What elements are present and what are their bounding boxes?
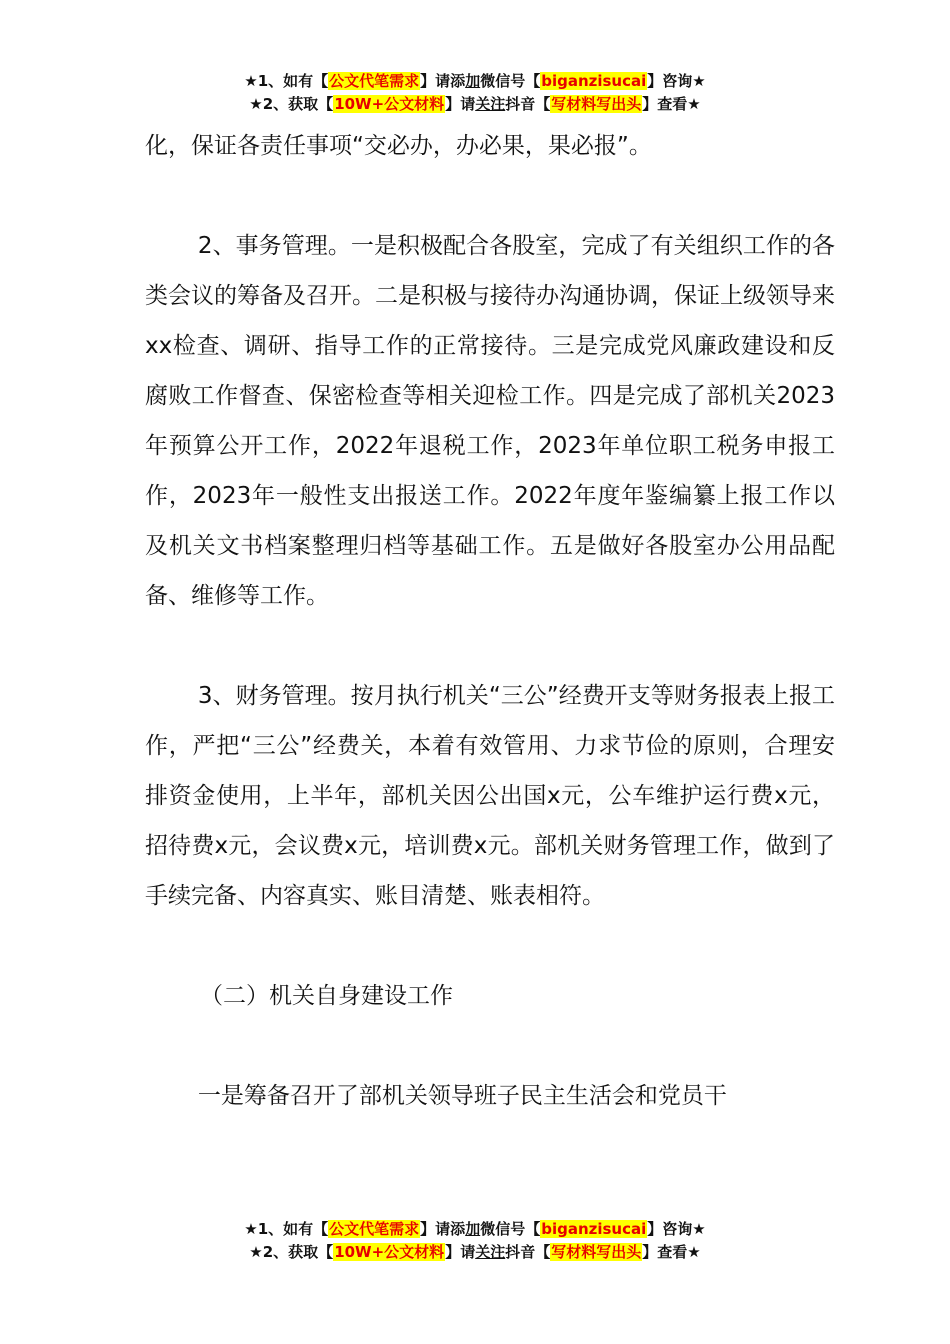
- highlight-materials: 10W+公文材料: [334, 1243, 445, 1261]
- banner-text: 抖音【: [505, 1243, 551, 1261]
- banner-text: 抖音【: [505, 95, 551, 113]
- highlight-douyin-account: 写材料写出头: [551, 95, 642, 113]
- banner-emphasis: 加: [465, 72, 481, 90]
- banner-text: 】请: [445, 1243, 476, 1261]
- banner-line-2: [0, 93, 950, 116]
- highlight-service: 公文代笔需求: [329, 72, 420, 90]
- paragraph-gap: [145, 1021, 835, 1071]
- highlight-douyin-account: 写材料写出头: [551, 1243, 642, 1261]
- self-construction-paragraph: 一是筹备召开了部机关领导班子民主生活会和党员干: [197, 1083, 727, 1109]
- banner-text: 】请添: [420, 1220, 466, 1238]
- banner-emphasis: 关注: [475, 1243, 506, 1261]
- banner-text: 】咨询★: [647, 1220, 706, 1238]
- paragraph-gap: [145, 621, 835, 671]
- banner-text: ★1、如有【: [244, 72, 329, 90]
- banner-text: 】咨询★: [647, 72, 706, 90]
- banner-text: 微信号【: [480, 72, 541, 90]
- banner-text: ★2、获取【: [249, 1243, 334, 1261]
- paragraph-gap: [145, 921, 835, 971]
- section-heading: （二）机关自身建设工作: [200, 983, 453, 1009]
- banner-text: ★1、如有【: [244, 1220, 329, 1238]
- document-body: [145, 121, 835, 1121]
- banner-line-2: [0, 1241, 950, 1264]
- finance-management-paragraph: 3、财务管理。按月执行机关“三公”经费开支等财务报表上报工作，严把“三公”经费关，本着有效管用、力求节俭的原则，合理安排资金使用，上半年，部机关因公出国x元，公车维护运行费x元，招待费x元，会议费x元，培训费x元。部机关财务管理工作，做到了手续完备、内容真实、账目清楚、账表相符。: [145, 683, 835, 909]
- banner-text: 】请: [445, 95, 476, 113]
- banner-emphasis: 关注: [475, 95, 506, 113]
- continuation-paragraph: 化，保证各责任事项“交必办，办必果，果必报”。: [145, 133, 652, 159]
- banner-text: 】查看★: [642, 1243, 701, 1261]
- highlight-service: 公文代笔需求: [329, 1220, 420, 1238]
- banner-text: ★2、获取【: [249, 95, 334, 113]
- header-banner: [0, 70, 950, 116]
- banner-line-1: [0, 1218, 950, 1241]
- banner-text: 微信号【: [480, 1220, 541, 1238]
- highlight-materials: 10W+公文材料: [334, 95, 445, 113]
- highlight-wechat-id: biganzisucai: [541, 1220, 647, 1238]
- banner-text: 】请添: [420, 72, 466, 90]
- banner-line-1: [0, 70, 950, 93]
- footer-banner: [0, 1218, 950, 1264]
- paragraph-gap: [145, 171, 835, 221]
- banner-emphasis: 加: [465, 1220, 481, 1238]
- highlight-wechat-id: biganzisucai: [541, 72, 647, 90]
- affairs-management-paragraph: 2、事务管理。一是积极配合各股室，完成了有关组织工作的各类会议的筹备及召开。二是积极与接待办沟通协调，保证上级领导来xx检查、调研、指导工作的正常接待。三是完成党风廉政建设和反腐败工作督查、保密检查等相关迎检工作。四是完成了部机关2023年预算公开工作，2022年退税工作，2023年单位职工税务申报工作，2023年一般性支出报送工作。2022年度年鉴编纂上报工作以及机关文书档案整理归档等基础工作。五是做好各股室办公用品配备、维修等工作。: [145, 233, 835, 609]
- banner-text: 】查看★: [642, 95, 701, 113]
